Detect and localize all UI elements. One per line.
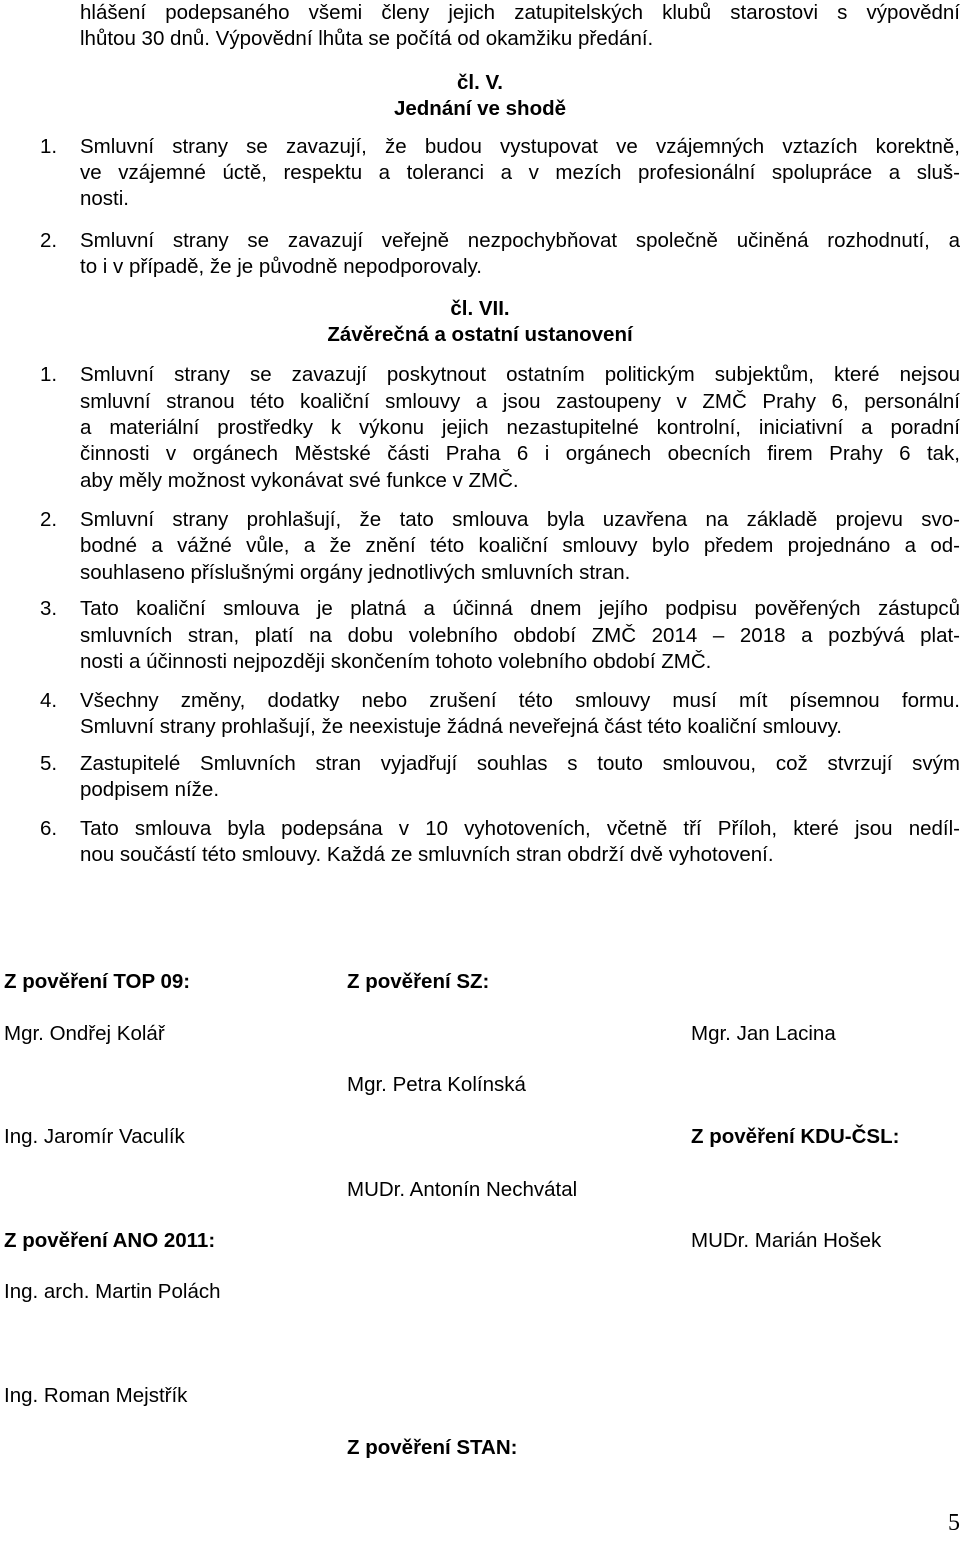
section-5-title: Jednání ve shodě	[393, 97, 567, 120]
s7-item1-line-2: smluvní stranou této koaliční smlouvy a jsou zastoupeny v ZMČ Prahy 6, personální	[80, 390, 960, 413]
s7-item6-num: 6.	[40, 817, 58, 840]
s5-item2-line-1: Smluvní strany se zavazují veřejně nezpochybňovat společně učiněná rozhodnutí, a	[80, 229, 960, 252]
signatory-nechvatal: MUDr. Antonín Nechvátal	[347, 1178, 578, 1201]
s7-item4-num: 4.	[40, 689, 58, 712]
s7-item6-line-2: nou součástí této smlouvy. Každá ze smluvních stran obdrží dvě vyhotovení.	[80, 843, 774, 866]
signatory-kolar: Mgr. Ondřej Kolář	[4, 1022, 165, 1045]
s7-item4-line-1: Všechny změny, dodatky nebo zrušení této smlouvy musí mít písemnou formu.	[80, 689, 960, 712]
stan-heading: Z pověření STAN:	[347, 1436, 518, 1459]
kdu-heading: Z pověření KDU-ČSL:	[691, 1125, 900, 1148]
s5-item1-num: 1.	[40, 135, 58, 158]
s7-item5-line-2: podpisem níže.	[80, 778, 220, 801]
s7-item1-line-3: a materiální prostředky k výkonu jejich nezastupitelné kontrolní, iniciativní a poradní	[80, 416, 960, 439]
signatory-polach: Ing. arch. Martin Polách	[4, 1280, 221, 1303]
ano-heading: Z pověření ANO 2011:	[4, 1229, 216, 1252]
s7-item5-line-1: Zastupitelé Smluvních stran vyjadřují souhlas s touto smlouvou, což stvrzují svým	[80, 752, 960, 775]
s5-item1-line-2: ve vzájemné úctě, respektu a toleranci a v mezích profesionální spolupráce a sluš-	[80, 161, 960, 184]
section-7-number: čl. VII.	[450, 297, 510, 320]
s5-item1-line-1: Smluvní strany se zavazují, že budou vystupovat ve vzájemných vztazích korektně,	[80, 135, 960, 158]
s7-item1-line-5: aby měly možnost vykonávat své funkce v ZMČ.	[80, 469, 519, 492]
s7-item3-line-1: Tato koaliční smlouva je platná a účinná dnem jejího podpisu pověřených zástupců	[80, 597, 960, 620]
s7-item2-num: 2.	[40, 508, 58, 531]
s7-item4-line-2: Smluvní strany prohlašují, že neexistuje žádná neveřejná část této koaliční smlouvy.	[80, 715, 842, 738]
s7-item3-num: 3.	[40, 597, 58, 620]
s7-item5-num: 5.	[40, 752, 58, 775]
signatory-kolinska: Mgr. Petra Kolínská	[347, 1073, 526, 1096]
s7-item1-num: 1.	[40, 363, 58, 386]
top09-heading: Z pověření TOP 09:	[4, 970, 191, 993]
s5-item2-line-2: to i v případě, že je původně nepodporovaly.	[80, 255, 482, 278]
signatory-lacina: Mgr. Jan Lacina	[691, 1022, 836, 1045]
s5-item2-num: 2.	[40, 229, 58, 252]
signatory-mejstrik: Ing. Roman Mejstřík	[4, 1384, 188, 1407]
s7-item3-line-2: smluvních stran, platí na dobu volebního období ZMČ 2014 – 2018 a pozbývá plat-	[80, 624, 960, 647]
s7-item1-line-1: Smluvní strany se zavazují poskytnout ostatním politickým subjektům, které nejsou	[80, 363, 960, 386]
signatory-vaculik: Ing. Jaromír Vaculík	[4, 1125, 185, 1148]
s7-item2-line-3: souhlaseno příslušnými orgány jednotlivých smluvních stran.	[80, 561, 631, 584]
intro-line-2: lhůtou 30 dnů. Výpovědní lhůta se počítá od okamžiku předání.	[80, 27, 654, 50]
signatory-hosek: MUDr. Marián Hošek	[691, 1229, 882, 1252]
section-7-title: Závěrečná a ostatní ustanovení	[327, 323, 633, 346]
s7-item1-line-4: činnosti v orgánech Městské části Praha 6 i orgánech obecních firem Prahy 6 tak,	[80, 442, 960, 465]
s5-item1-line-3: nosti.	[80, 187, 129, 210]
intro-line-1: hlášení podepsaného všemi členy jejich zatupitelských klubů starostovi s výpovědní	[80, 1, 960, 24]
s7-item6-line-1: Tato smlouva byla podepsána v 10 vyhotoveních, včetně tří Příloh, které jsou nedíl-	[80, 817, 960, 840]
sz-heading: Z pověření SZ:	[347, 970, 490, 993]
page-number: 5	[948, 1510, 960, 1536]
s7-item2-line-2: bodné a vážné vůle, a že znění této koaliční smlouvy bylo předem projednáno a od-	[80, 534, 960, 557]
s7-item3-line-3: nosti a účinnosti nejpozději skončením tohoto volebního období ZMČ.	[80, 650, 712, 673]
s7-item2-line-1: Smluvní strany prohlašují, že tato smlouva byla uzavřena na základě projevu svo-	[80, 508, 960, 531]
section-5-number: čl. V.	[457, 71, 503, 94]
